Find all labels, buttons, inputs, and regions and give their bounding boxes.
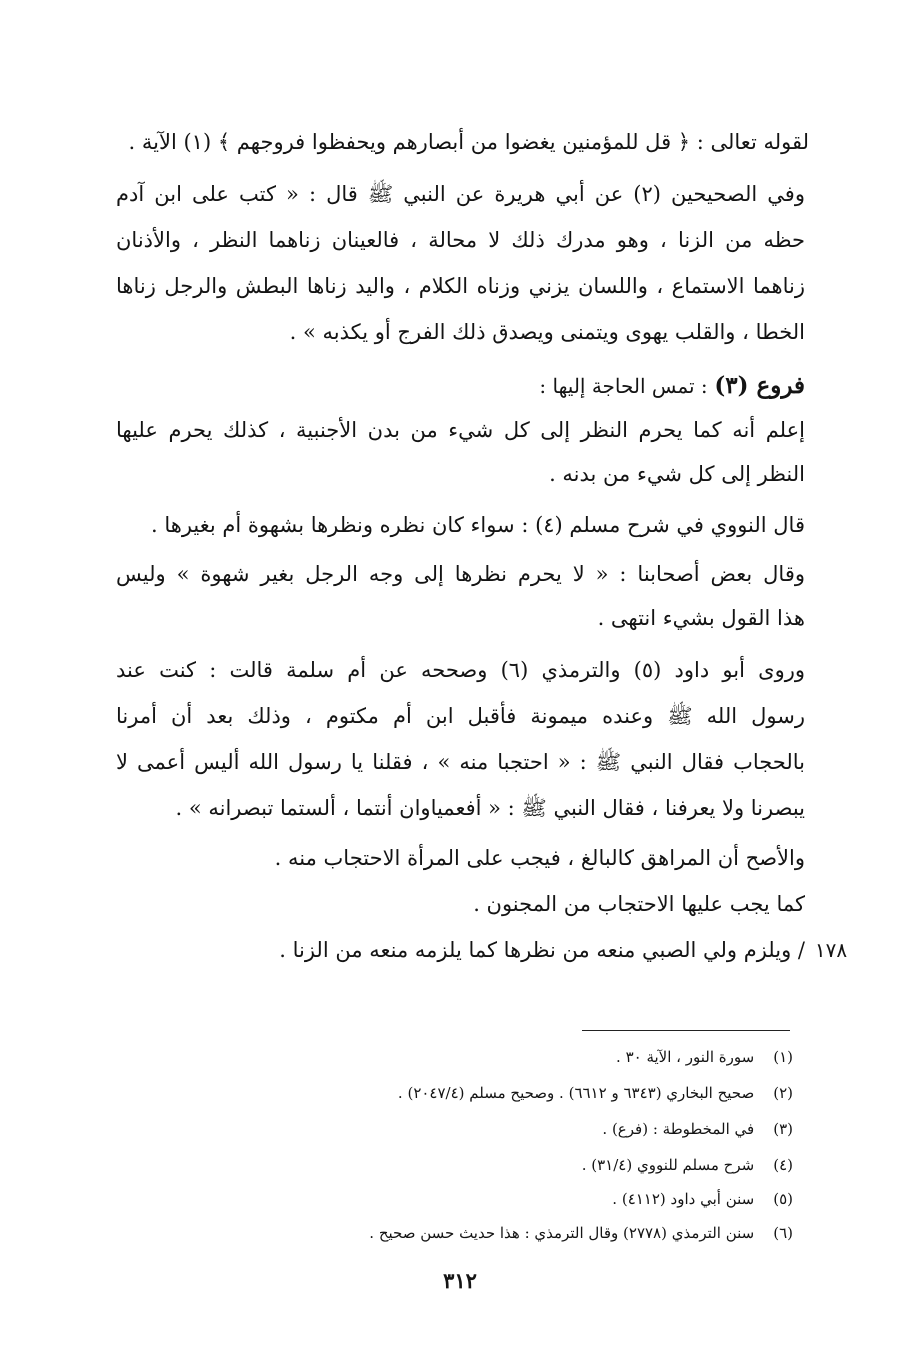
footnote-5 <box>173 1184 793 1214</box>
section-line-4: وقال بعض أصحابنا : « لا يحرم نظرها إلى وجه الرجل بغير شهوة » وليس <box>116 562 805 586</box>
body-line-3: حظه من الزنا ، وهو مدرك ذلك لا محالة ، فالعينان زناهما النظر ، والأذنان <box>116 228 805 252</box>
section-line-5: هذا القول بشيء انتهى . <box>597 606 805 630</box>
page-number: ٣١٢ <box>443 1268 477 1293</box>
section-line-1: إعلم أنه كما يحرم النظر إلى كل شيء من بدن الأجنبية ، كذلك يحرم عليها <box>116 418 805 442</box>
section-line-7: رسول الله ﷺ وعنده ميمونة فأقبل ابن أم مكتوم ، وذلك بعد أن أمرنا <box>116 704 805 728</box>
footnote-3 <box>173 1114 793 1144</box>
body-line-5: الخطا ، والقلب يهوى ويتمنى ويصدق ذلك الفرج أو يكذبه » . <box>289 320 805 344</box>
footnote-1 <box>173 1042 793 1072</box>
footnote-separator <box>582 1030 790 1031</box>
footnote-text: سنن الترمذي (٢٧٧٨) وقال الترمذي : هذا حديث حسن صحيح . <box>369 1224 755 1242</box>
footnote-6 <box>173 1218 793 1248</box>
heading-title: فروع (٣) <box>714 372 805 399</box>
footnote-number: (٤) <box>773 1156 793 1174</box>
section-line-6: وروى أبو داود (٥) والترمذي (٦) وصححه عن أم سلمة قالت : كنت عند <box>116 658 805 682</box>
footnote-number: (٥) <box>773 1190 793 1208</box>
body-line-2: وفي الصحيحين (٢) عن أبي هريرة عن النبي ﷺ قال : « كتب على ابن آدم <box>116 182 805 206</box>
footnote-4 <box>173 1150 793 1180</box>
section-line-12: / ويلزم ولي الصبي منعه من نظرها كما يلزمه منعه من الزنا . <box>279 938 805 962</box>
section-line-9: يبصرنا ولا يعرفنا ، فقال النبي ﷺ : « أفعمياوان أنتما ، ألستما تبصرانه » . <box>175 796 805 820</box>
body-line-1: لقوله تعالى : ﴿ قل للمؤمنين يغضوا من أبصارهم ويحفظوا فروجهم ﴾ (١) الآية . <box>128 130 809 154</box>
footnote-number: (٢) <box>773 1084 793 1102</box>
footnote-number: (٣) <box>773 1120 793 1138</box>
footnote-2 <box>173 1078 793 1108</box>
footnote-number: (٦) <box>773 1224 793 1242</box>
footnote-text: في المخطوطة : (فرع) . <box>602 1120 755 1138</box>
section-line-8: بالحجاب فقال النبي ﷺ : « احتجبا منه » ، فقلنا يا رسول الله أليس أعمى لا <box>116 750 805 774</box>
section-line-3: قال النووي في شرح مسلم (٤) : سواء كان نظره ونظرها بشهوة أم بغيرها . <box>151 513 805 537</box>
footnote-number: (١) <box>773 1048 793 1066</box>
margin-folio-number: ١٧٨ <box>814 938 848 962</box>
section-line-11: كما يجب عليها الاحتجاب من المجنون . <box>473 892 805 916</box>
body-line-4: زناهما الاستماع ، واللسان يزني وزناه الكلام ، واليد زناها البطش والرجل زناها <box>116 274 805 298</box>
footnote-text: شرح مسلم للنووي (٣١/٤) . <box>581 1156 755 1174</box>
section-heading <box>116 364 805 408</box>
footnote-text: سورة النور ، الآية ٣٠ . <box>616 1048 755 1066</box>
section-line-2: النظر إلى كل شيء من بدنه . <box>549 462 805 486</box>
footnote-text: سنن أبي داود (٤١١٢) . <box>612 1190 755 1208</box>
heading-rest: : تمس الحاجة إليها : <box>539 374 708 398</box>
footnote-text: صحيح البخاري (٦٣٤٣ و ٦٦١٢) . وصحيح مسلم (٢٠٤٧/٤) . <box>397 1084 755 1102</box>
section-line-10: والأصح أن المراهق كالبالغ ، فيجب على المرأة الاحتجاب منه . <box>274 846 805 870</box>
